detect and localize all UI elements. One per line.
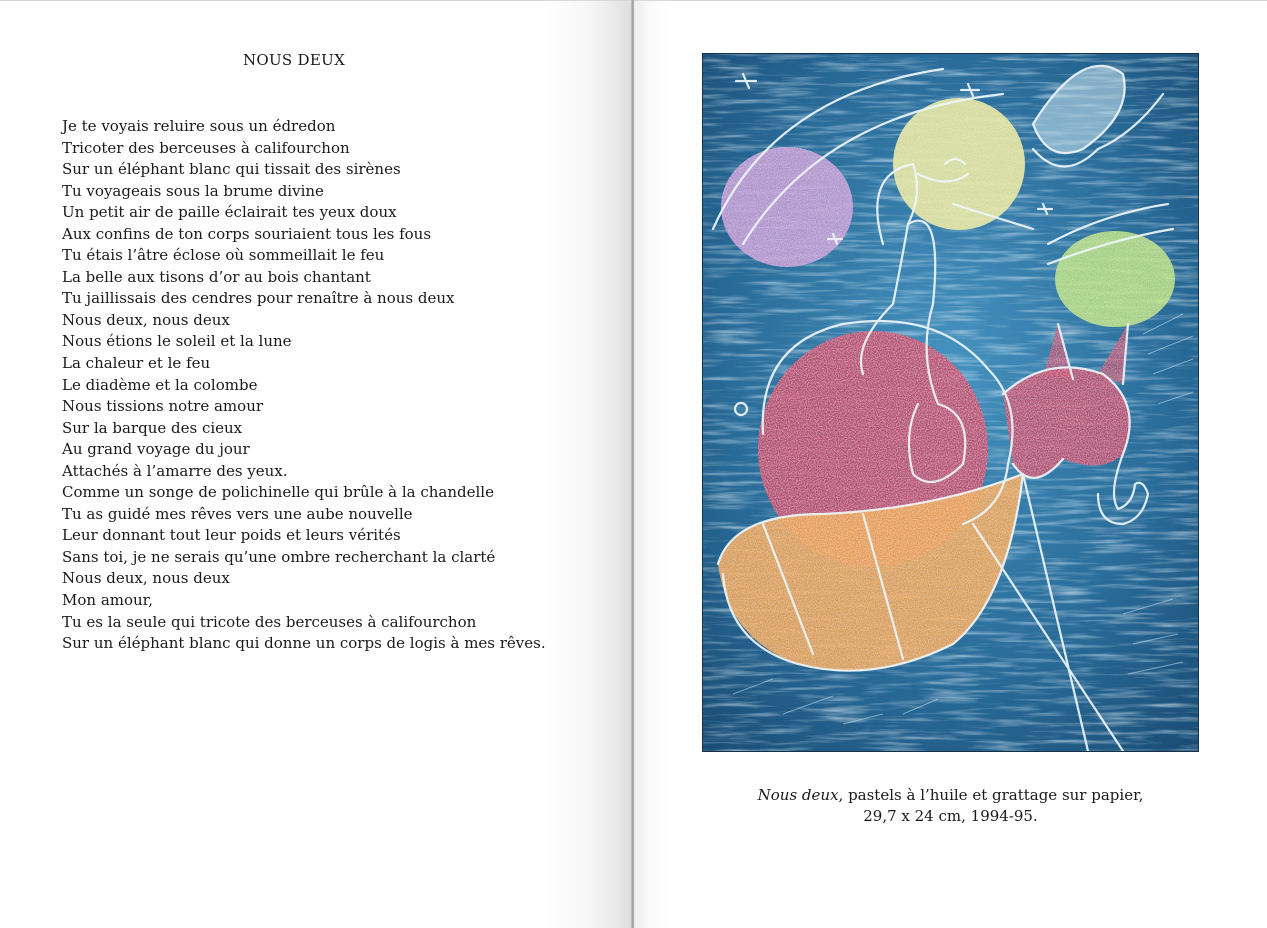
poem-line: La chaleur et le feu [62, 354, 211, 373]
poem-line: Nous tissions notre amour [62, 397, 264, 416]
poem-line: Sur un éléphant blanc qui tissait des sirènes [62, 160, 401, 179]
poem-line: Attachés à l’amarre des yeux. [62, 461, 288, 480]
poem-line: Tu étais l’âtre éclose où sommeillait le feu [62, 246, 385, 265]
poem-line: Le diadème et la colombe [62, 375, 258, 394]
poem-line: Tu voyageais sous la brume divine [62, 181, 324, 200]
poem-line: Tu jaillissais des cendres pour renaître à nous deux [62, 289, 455, 308]
poem-line: Nous deux, nous deux [62, 569, 230, 588]
caption-line-1 [634, 785, 1267, 806]
poem-line: Tu as guidé mes rêves vers une aube nouvelle [62, 504, 413, 523]
right-page [634, 0, 1267, 928]
caption-medium: , pastels à l’huile et grattage sur papier, [838, 786, 1144, 804]
caption-line-2: 29,7 x 24 cm, 1994-95. [863, 807, 1038, 825]
poem-line: Je te voyais reluire sous un édredon [62, 117, 336, 135]
poem-body [62, 116, 602, 655]
poem-line: Sans toi, je ne serais qu’une ombre recherchant la clarté [62, 547, 496, 566]
poem-line: Tu es la seule qui tricote des berceuses à califourchon [62, 612, 477, 631]
poem-line: Aux confins de ton corps souriaient tous les fous [62, 224, 432, 243]
poem-line: Au grand voyage du jour [62, 440, 250, 459]
poem-line: Mon amour, [62, 591, 153, 610]
poem-line: Sur un éléphant blanc qui donne un corps de logis à mes rêves. [62, 634, 546, 653]
poem-line: Nous deux, nous deux [62, 310, 230, 329]
poem-line: Leur donnant tout leur poids et leurs vérités [62, 526, 401, 545]
poem-line: Nous étions le soleil et la lune [62, 332, 292, 351]
poem-line: Un petit air de paille éclairait tes yeux doux [62, 203, 397, 222]
green-sphere [1055, 231, 1175, 327]
poem-line: La belle aux tisons d’or au bois chantant [62, 267, 371, 286]
artwork-pastel-drawing [703, 54, 1198, 751]
artwork-image [702, 53, 1199, 752]
violet-sphere [721, 147, 853, 267]
poem-line: Comme un songe de polichinelle qui brûle à la chandelle [62, 483, 494, 502]
caption-artwork-title: Nous deux [757, 786, 839, 804]
poem-line: Tricoter des berceuses à califourchon [62, 138, 350, 157]
poem-title: NOUS DEUX [242, 51, 346, 69]
poem-line: Sur la barque des cieux [62, 418, 243, 437]
artwork-caption [634, 785, 1267, 827]
